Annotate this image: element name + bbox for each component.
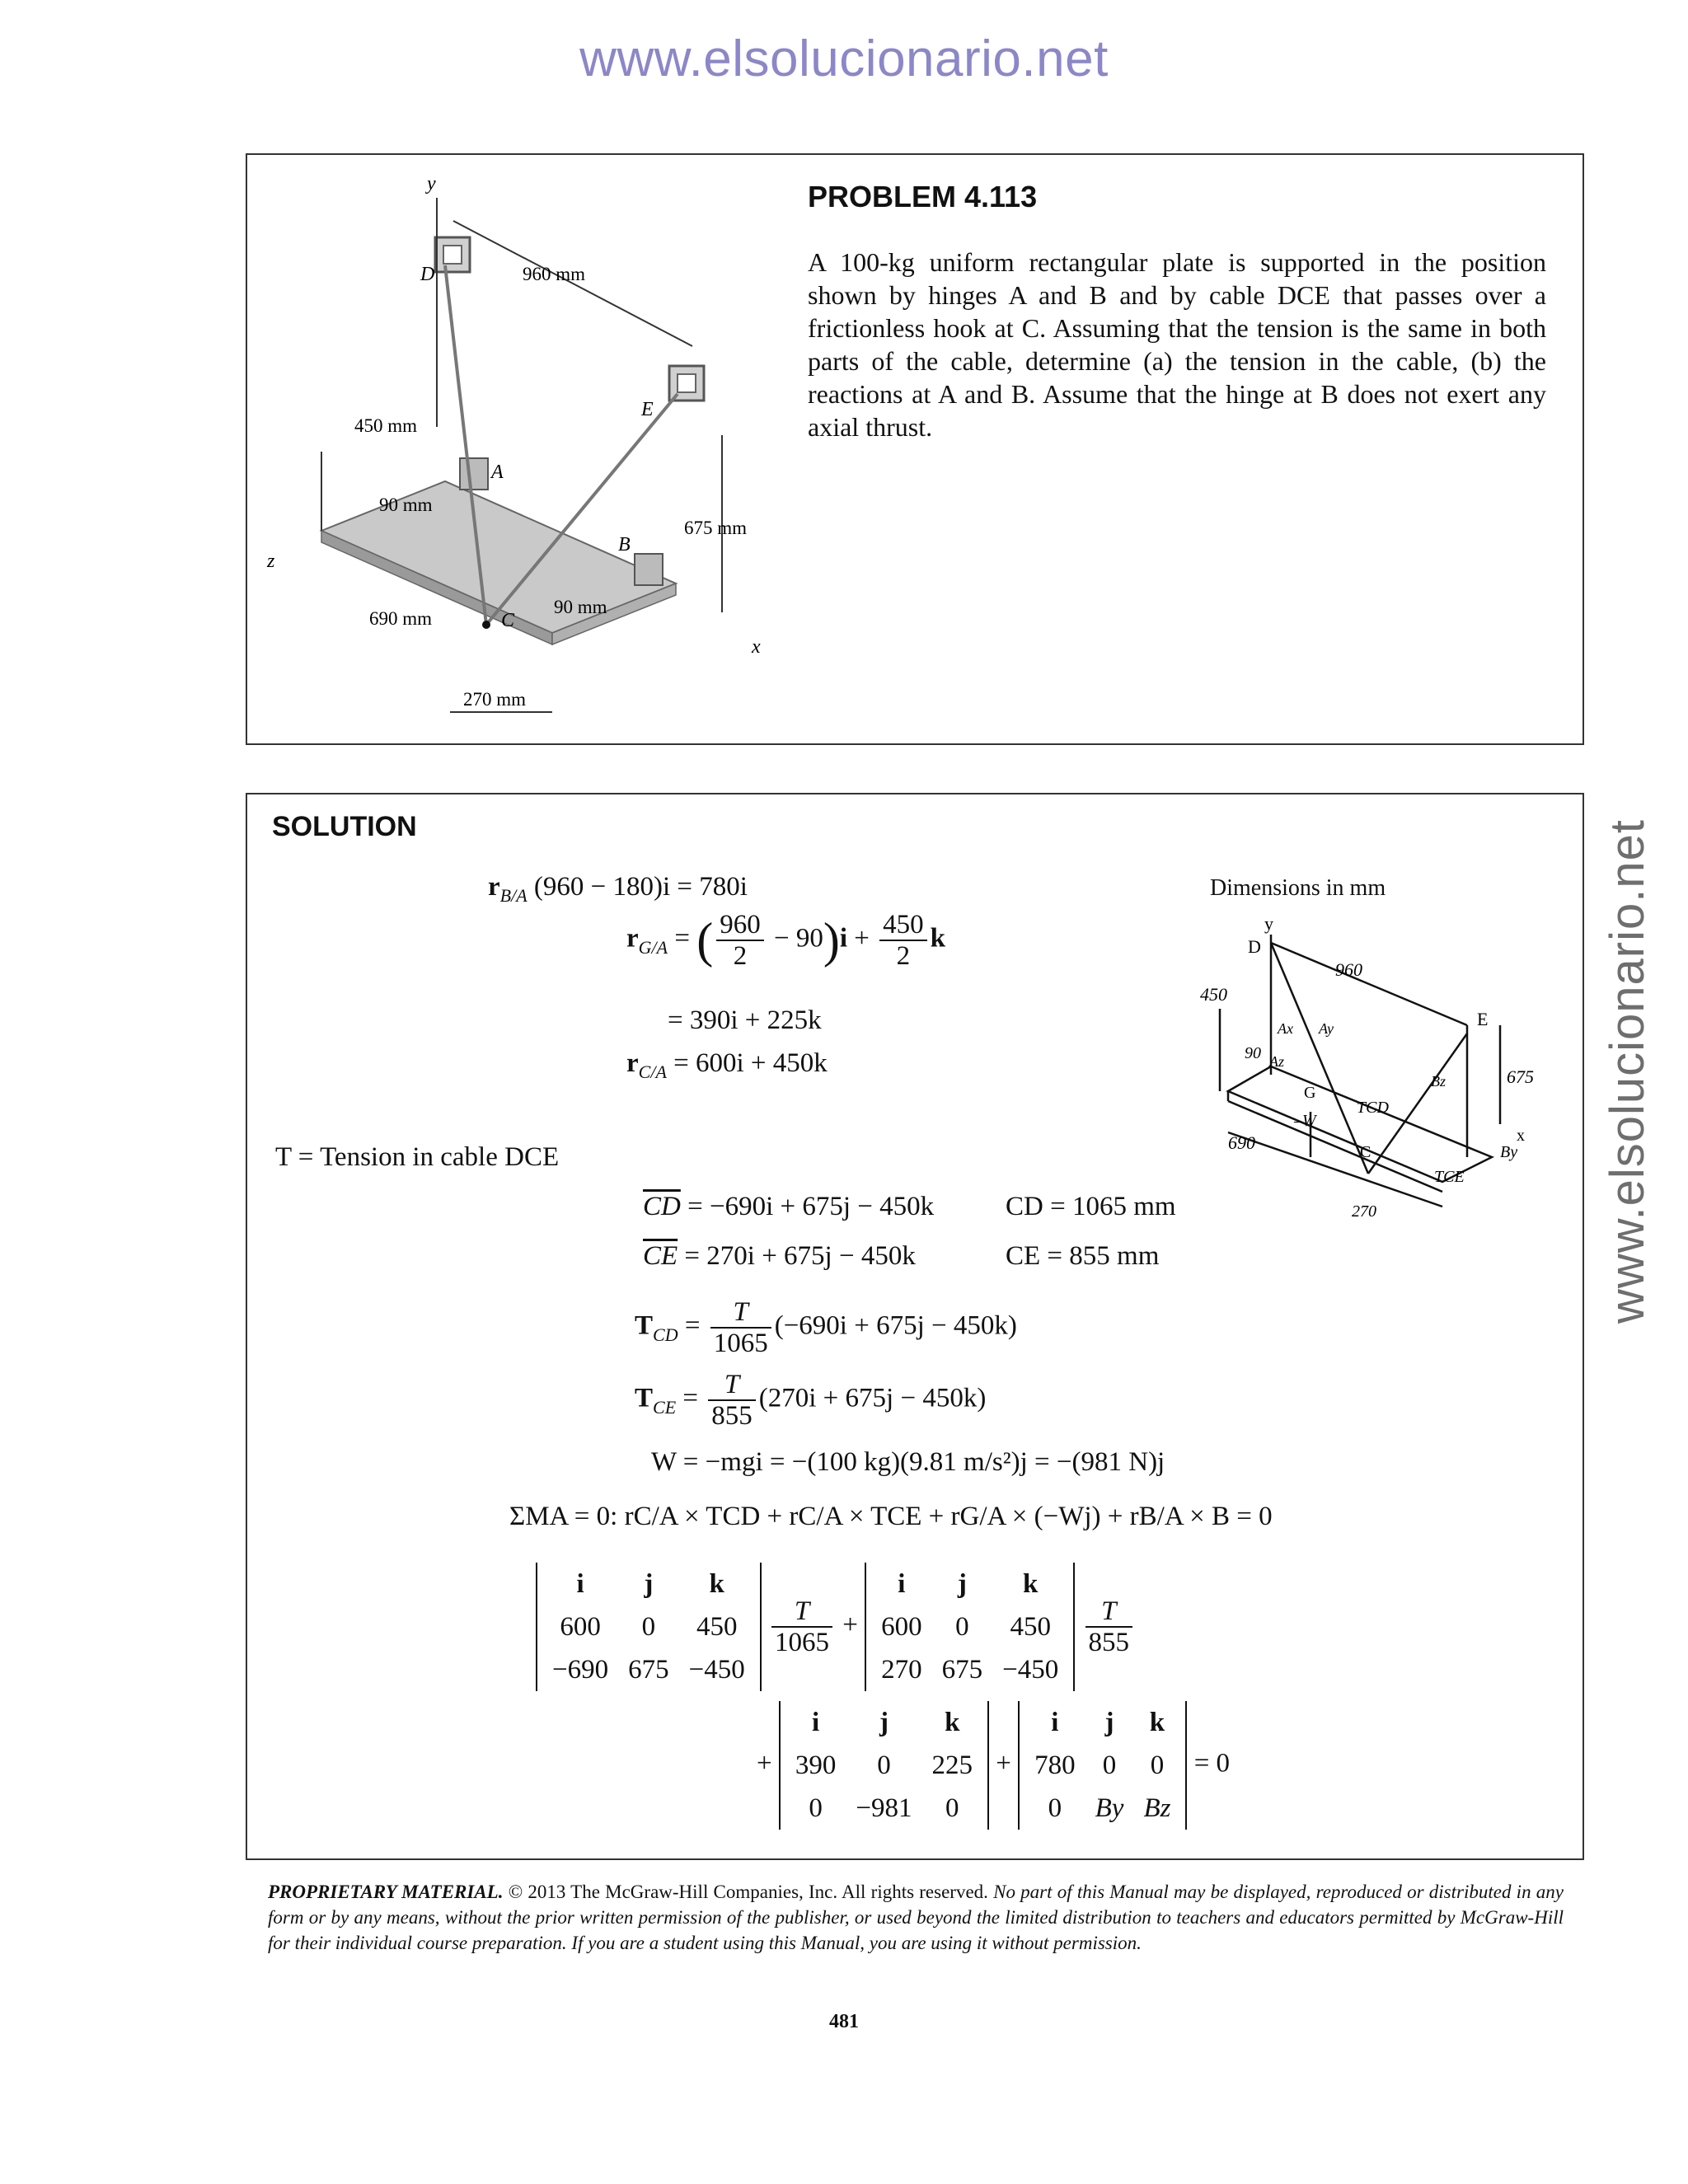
tcd-vec: (−690i + 675j − 450k): [774, 1310, 1017, 1341]
det1-c01: j: [644, 1569, 654, 1599]
hinge-a: [460, 458, 488, 490]
det3-c12: 225: [931, 1750, 973, 1780]
det2-c11: 0: [955, 1612, 969, 1642]
eq-cd: $\overline{CD} = -690i + 675j - 450k$: [643, 1192, 935, 1221]
eq-r-ga-mid: − 90: [773, 923, 823, 954]
eq-r-ga-equals: =: [674, 923, 690, 954]
point-e-label: E: [641, 399, 654, 420]
dim-960-label: 960 mm: [523, 264, 586, 284]
det2-c12: 450: [1010, 1612, 1051, 1642]
eq-ce: $\overline{CE} = 270i + 675j - 450k$: [643, 1241, 916, 1271]
sketch-tce: TCE: [1434, 1168, 1465, 1186]
det2-c02: k: [1023, 1569, 1039, 1599]
eq-weight: W = −mgi = −(100 kg)(9.81 m/s²)j = −(981 N)j: [651, 1447, 1165, 1477]
tcd-den: 1065: [713, 1329, 768, 1358]
problem-box: [246, 153, 1584, 745]
point-d-label: D: [420, 264, 435, 285]
eq-ce-vec: = 270i + 675j − 450k: [684, 1241, 916, 1271]
sketch-c: C: [1360, 1143, 1372, 1161]
sketch-e: E: [1477, 1009, 1489, 1029]
det3-c02: k: [945, 1708, 960, 1737]
det4-c12: 0: [1150, 1750, 1165, 1780]
frac1-num: 960: [716, 910, 764, 941]
copyright-footer: [268, 1879, 1564, 1956]
eq-tcd: $T_{CD}$ = $\frac{T}{1065}$ (−690i + 675j − 450k): [635, 1297, 1017, 1358]
det1-frac-num: T: [771, 1596, 832, 1628]
axis-z-label: z: [267, 551, 275, 572]
sketch-y: y: [1264, 913, 1273, 934]
point-b-label: B: [618, 534, 631, 555]
eq-cd-length: CD = 1065 mm: [1006, 1192, 1176, 1221]
tce-frac: [708, 1370, 756, 1431]
det2-c21: 675: [941, 1655, 983, 1685]
det4-c21: By: [1095, 1793, 1124, 1823]
sketch-tcd: TCD: [1357, 1099, 1389, 1117]
sketch-690: 690: [1228, 1132, 1255, 1153]
frac2-den: 2: [896, 941, 911, 971]
det2-frac-den: 855: [1088, 1628, 1129, 1657]
det3-c20: 0: [809, 1793, 823, 1823]
det2-c20: 270: [881, 1655, 922, 1685]
sketch-90: 90: [1245, 1044, 1261, 1062]
det4-c10: 780: [1034, 1750, 1076, 1780]
dim-90b-label: 90 mm: [554, 597, 607, 617]
dim-690-label: 690 mm: [369, 608, 433, 629]
det-equals-zero: = 0: [1193, 1748, 1231, 1779]
eq-ce-length: CE = 855 mm: [1006, 1241, 1160, 1271]
det4-c02: k: [1149, 1708, 1165, 1737]
sketch-270: 270: [1352, 1202, 1376, 1221]
problem-figure: [247, 155, 775, 732]
dimensions-note: Dimensions in mm: [1210, 875, 1386, 901]
det4-c01: j: [1104, 1708, 1114, 1737]
eq-tce: $T_{CE}$ = $\frac{T}{855}$ (270i + 675j − 450k): [635, 1370, 987, 1431]
tce-den: 855: [711, 1401, 753, 1431]
det3-c22: 0: [945, 1793, 959, 1823]
eq-r-ga-frac1: [716, 910, 764, 971]
eq-r-ga-result: = 390i + 225k: [668, 1005, 822, 1035]
dim-90a-label: 90 mm: [379, 494, 433, 515]
sketch-x: x: [1517, 1127, 1525, 1145]
frac1-den: 2: [733, 941, 748, 971]
sketch-450: 450: [1200, 984, 1227, 1005]
problem-statement: A 100-kg uniform rectangular plate is supported in the position shown by hinges A and B and by cable DCE that passes over a frictionless hook at C. Assuming that the tension is the same in both parts of the cable, determine (a) the tension in the cable, (b) the reactions at A and B. Assume that the hinge at B does not exert any axial thrust.: [808, 247, 1546, 442]
footer-normal: © 2013 The McGraw-Hill Companies, Inc. All rights reserved.: [503, 1882, 994, 1902]
hook-c: [482, 621, 490, 629]
bracket-d: [435, 237, 470, 272]
det1-c00: i: [576, 1569, 584, 1599]
tcd-num: T: [710, 1297, 771, 1329]
watermark-side: www.elsolucionario.net: [1601, 819, 1654, 1324]
det1-c21: 675: [628, 1655, 669, 1685]
det2-frac-num: T: [1085, 1596, 1133, 1628]
det-3: [779, 1701, 989, 1830]
eq-r-ga-frac2: [879, 910, 927, 971]
det3-c11: 0: [877, 1750, 891, 1780]
hinge-b: [635, 554, 663, 585]
sketch-w: –W: [1294, 1112, 1316, 1130]
det3-c10: 390: [795, 1750, 837, 1780]
frac2-num: 450: [879, 910, 927, 941]
tcd-frac: [710, 1297, 771, 1358]
eq-r-ca: $r_{C/A} = 600i + 450k$: [626, 1048, 828, 1082]
det-row-2: + i j k 390 0 225 0 −981 0 + i j k 780 0 0 0 By Bz = 0: [757, 1701, 1230, 1830]
tce-vec: (270i + 675j − 450k): [758, 1383, 987, 1413]
footer-italic: No part of this Manual may be displayed, reproduced or distributed in any form or by any means, without the prior written permission of the publisher, or used beyond the limited distribution to teachers and educators permitted by McGraw-Hill for their individual course preparation. If you are a student using this Manual, you are using it without permission.: [268, 1882, 1564, 1953]
sketch-960: 960: [1335, 959, 1362, 980]
det-4: [1018, 1701, 1187, 1830]
sketch-g: G: [1304, 1084, 1316, 1102]
det1-c11: 0: [641, 1612, 656, 1642]
det1-c02: k: [709, 1569, 724, 1599]
sketch-az: Az: [1269, 1053, 1284, 1070]
det-2: [865, 1563, 1075, 1691]
sketch-bz: Bz: [1431, 1073, 1446, 1090]
dim-675-label: 675 mm: [684, 518, 748, 538]
det4-c22: Bz: [1143, 1793, 1171, 1823]
sketch-ax: Ax: [1278, 1020, 1293, 1037]
solution-sketch: [1195, 910, 1558, 1223]
page-number: 481: [829, 2011, 859, 2032]
det2-frac: [1085, 1596, 1133, 1657]
sketch-ay: Ay: [1319, 1020, 1334, 1037]
eq-r-ba-text: (960 − 180)i = 780i: [533, 872, 748, 902]
det2-c22: −450: [1002, 1655, 1059, 1685]
watermark-top[interactable]: www.elsolucionario.net: [579, 30, 1109, 87]
det2-c00: i: [898, 1569, 906, 1599]
det2-c01: j: [957, 1569, 967, 1599]
eq-moment: ΣMA = 0: rC/A × TCD + rC/A × TCE + rG/A × (−Wj) + rB/A × B = 0: [509, 1502, 1273, 1531]
det1-c10: 600: [560, 1612, 601, 1642]
det3-c21: −981: [856, 1793, 912, 1823]
det3-c01: j: [879, 1708, 889, 1737]
det1-frac-den: 1065: [775, 1628, 829, 1657]
det4-c11: 0: [1102, 1750, 1117, 1780]
det1-frac: [771, 1596, 832, 1657]
det1-c20: −690: [552, 1655, 609, 1685]
sketch-675: 675: [1507, 1066, 1534, 1087]
dim-450-label: 450 mm: [354, 415, 418, 436]
solution-box: [246, 793, 1584, 1860]
tce-num: T: [708, 1370, 756, 1401]
eq-r-ca-text: = 600i + 450k: [673, 1048, 828, 1078]
problem-title: PROBLEM 4.113: [808, 180, 1038, 213]
det3-c00: i: [812, 1708, 820, 1737]
dim-270-label: 270 mm: [463, 689, 527, 710]
det2-c10: 600: [881, 1612, 922, 1642]
sketch-by: By: [1500, 1143, 1518, 1161]
point-c-label: C: [501, 610, 515, 631]
axis-y-label: y: [427, 173, 436, 194]
sketch-d: D: [1248, 936, 1261, 957]
axis-x-label: x: [752, 636, 761, 658]
eq-r-ba: $r_{B/A}$ (960 − 180)i = 780i: [488, 872, 748, 906]
tension-definition: T = Tension in cable DCE: [275, 1142, 560, 1172]
det4-c00: i: [1051, 1708, 1059, 1737]
det1-c22: −450: [688, 1655, 745, 1685]
footer-bold: PROPRIETARY MATERIAL.: [268, 1882, 504, 1902]
point-a-label: A: [491, 462, 504, 483]
eq-r-ga: $r_{G/A}$ = ( $\frac{960}{2}$ − 90)i + $\frac{450}{2}$ k: [626, 910, 945, 971]
det-1: [536, 1563, 762, 1691]
eq-cd-vec: = −690i + 675j − 450k: [687, 1192, 935, 1221]
solution-title: SOLUTION: [272, 811, 417, 842]
det-row-1: i j k 600 0 450 −690 675 −450 $\frac{T}{1065}$ + i j k 600 0 450 270 675 −450 $\frac{T}{855}$: [536, 1563, 1136, 1691]
det1-c12: 450: [696, 1612, 738, 1642]
det4-c20: 0: [1048, 1793, 1062, 1823]
